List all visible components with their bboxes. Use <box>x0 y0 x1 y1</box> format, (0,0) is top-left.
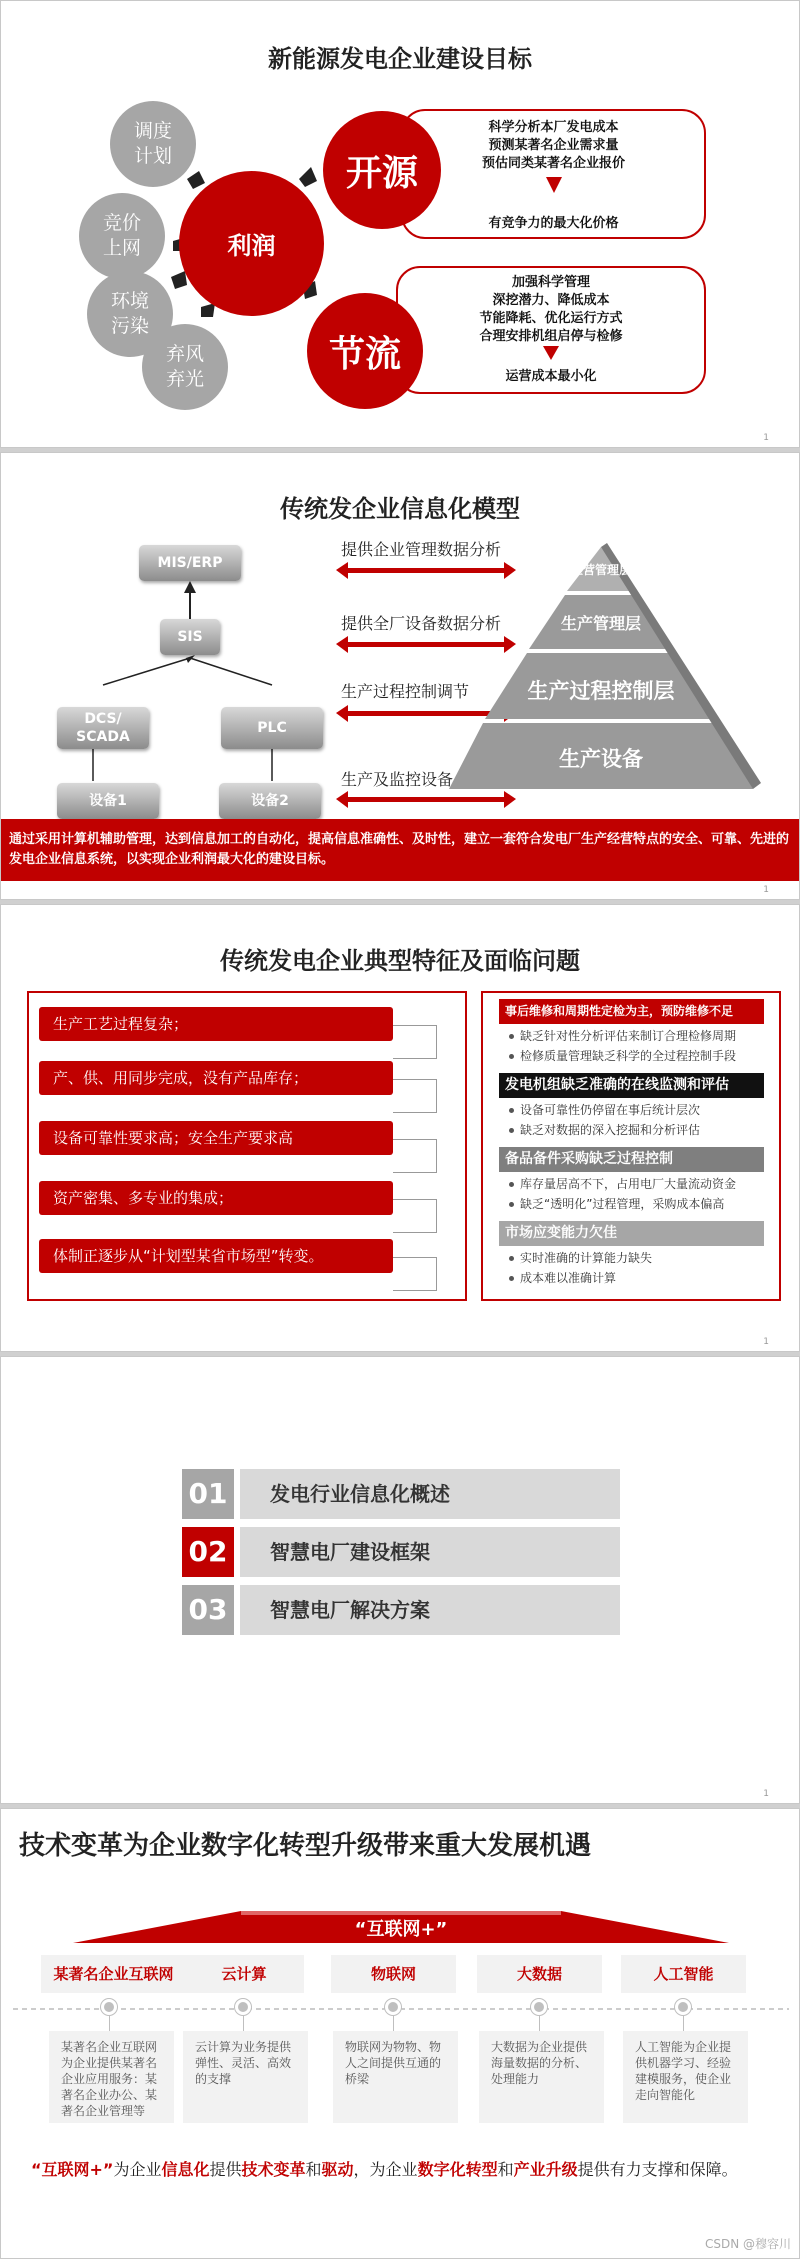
timeline-dot <box>101 1999 117 2015</box>
slide-goals <box>0 0 800 448</box>
problems-frame <box>481 991 781 1301</box>
feature-item: 资产密集、多专业的集成； <box>39 1181 393 1215</box>
timeline-dot <box>385 1999 401 2015</box>
node-dcs-scada: DCS/ SCADA <box>57 707 149 749</box>
toc-item-02[interactable]: 智慧电厂建设框架 <box>240 1527 620 1577</box>
label-mgmt-data: 提供企业管理数据分析 <box>341 540 502 559</box>
timeline-dot <box>235 1999 251 2015</box>
watermark: CSDN @穆容川 <box>704 2237 791 2251</box>
conclusion-text: “互联网+”为企业信息化提供技术变革和驱动，为企业数字化转型和产业升级提供有力支撑和保障。 <box>31 2160 738 2179</box>
problem-bullet: 设备可靠性仍停留在事后统计层次 <box>509 1101 771 1120</box>
tech-mobile-internet: 某著名企业互联网 <box>41 1955 186 1993</box>
arrow-down-icon <box>543 346 559 360</box>
feature-item: 产、供、用同步完成，没有产品库存； <box>39 1061 393 1095</box>
node-plc: PLC <box>221 707 323 749</box>
slide-title: 技术变革为企业数字化转型升级带来重大发展机遇 <box>19 1831 592 1861</box>
problem-bullet: 检修质量管理缺乏科学的全过程控制手段 <box>509 1047 771 1066</box>
tech-ai: 人工智能 <box>621 1955 746 1993</box>
problem-head: 市场应变能力欠佳 <box>499 1221 764 1246</box>
bracket <box>393 1079 437 1113</box>
tech-iot: 物联网 <box>331 1955 456 1993</box>
label-plant-data: 提供全厂设备数据分析 <box>341 614 502 633</box>
slide-title: 新能源发电企业建设目标 <box>268 45 532 73</box>
problem-head: 发电机组缺乏准确的在线监测和评估 <box>499 1073 764 1098</box>
connector <box>393 2015 394 2031</box>
bracket <box>393 1199 437 1233</box>
problem-bullet: 库存量居高不下，占用电厂大量流动资金 <box>509 1175 771 1194</box>
circle-pollution: 环境 污染 <box>87 271 173 357</box>
toc-num-01: 01 <box>182 1469 234 1519</box>
page-number: 1 <box>763 1337 769 1347</box>
banner-internet-plus: “互联网+” <box>354 1919 448 1940</box>
desc-cloud: 云计算为业务提供弹性、灵活、高效的支撑 <box>183 2031 308 2123</box>
feature-item: 体制正逐步从“计划型某省市场型”转变。 <box>39 1239 393 1273</box>
circle-kaiyuan: 开源 <box>323 111 441 229</box>
bracket <box>393 1257 437 1291</box>
slide-features-problems <box>0 904 800 1352</box>
arrow-down-icon <box>546 177 562 193</box>
problem-bullet: 缺乏对数据的深入挖掘和分析评估 <box>509 1121 771 1140</box>
timeline-dot <box>531 1999 547 2015</box>
tech-bigdata: 大数据 <box>477 1955 602 1993</box>
page-number: 1 <box>763 433 769 443</box>
chevron-5 <box>299 167 317 187</box>
pyramid-process-control: 生产过程控制层 <box>527 679 675 703</box>
box-jieliu: 加强科学管理 深挖潜力、降低成本 节能降耗、优化运行方式 合理安排机组启停与检修 运营成本最小化 <box>396 266 706 394</box>
circle-jieliu: 节流 <box>307 293 423 409</box>
pyramid-equipment: 生产设备 <box>559 747 643 771</box>
problem-bullet: 缺乏“透明化”过程管理，采购成本偏高 <box>509 1195 771 1214</box>
feature-item: 生产工艺过程复杂； <box>39 1007 393 1041</box>
problem-head: 事后维修和周期性定检为主，预防维修不足 <box>499 999 764 1024</box>
problem-bullet: 成本难以准确计算 <box>509 1269 771 1288</box>
problem-bullet: 实时准确的计算能力缺失 <box>509 1249 771 1268</box>
bracket <box>393 1025 437 1059</box>
toc-num-03: 03 <box>182 1585 234 1635</box>
bracket <box>393 1139 437 1173</box>
slide-title: 传统发企业信息化模型 <box>280 495 520 523</box>
summary-bar: 通过采用计算机辅助管理，达到信息加工的自动化，提高信息准确性、及时性，建立一套符合发电厂生产经营特点的安全、可靠、先进的发电企业信息系统，以实现企业利润最大化的建设目标。 <box>1 819 800 881</box>
desc-mobile-internet: 某著名企业互联网为企业提供某著名企业应用服务：某著名企业办公、某著名企业管理等 <box>49 2031 174 2123</box>
pyramid-production-mgmt: 生产管理层 <box>560 614 641 633</box>
label-process-control: 生产过程控制调节 <box>341 682 470 701</box>
node-device-2: 设备2 <box>219 783 321 819</box>
node-mis-erp: MIS/ERP <box>139 545 241 581</box>
connector <box>109 2015 110 2031</box>
circle-dispatch-plan: 调度 计划 <box>110 101 196 187</box>
problem-bullet: 缺乏针对性分析评估来制订合理检修周期 <box>509 1027 771 1046</box>
toc-item-01[interactable]: 发电行业信息化概述 <box>240 1469 620 1519</box>
connector <box>683 2015 684 2031</box>
slide-info-model <box>0 452 800 900</box>
connector <box>539 2015 540 2031</box>
desc-ai: 人工智能为企业提供机器学习、经验建模服务，使企业走向智能化 <box>623 2031 748 2123</box>
slide-tech-change <box>0 1808 800 2259</box>
connector <box>243 2015 244 2031</box>
desc-iot: 物联网为物物、物人之间提供互通的桥梁 <box>333 2031 458 2123</box>
circle-bidding: 竞价 上网 <box>79 193 165 279</box>
circle-curtailment: 弃风 弃光 <box>142 324 228 410</box>
desc-bigdata: 大数据为企业提供海量数据的分析、处理能力 <box>479 2031 604 2123</box>
page-number: 1 <box>763 1789 769 1799</box>
page-number: 1 <box>763 885 769 895</box>
circle-profit: 利润 <box>179 171 324 316</box>
slide-toc <box>0 1356 800 1804</box>
slide-title: 传统发电企业典型特征及面临问题 <box>220 947 580 975</box>
box-kaiyuan: 科学分析本厂发电成本 预测某著名企业需求量 预估同类某著名企业报价 有竞争力的最大化价格 <box>401 109 706 239</box>
chevron-1 <box>187 171 205 189</box>
node-device-1: 设备1 <box>57 783 159 819</box>
toc-num-02: 02 <box>182 1527 234 1577</box>
toc-item-03[interactable]: 智慧电厂解决方案 <box>240 1585 620 1635</box>
label-monitor-devices: 生产及监控设备 <box>341 770 454 789</box>
node-sis: SIS <box>160 619 220 655</box>
timeline-dot <box>675 1999 691 2015</box>
problem-head: 备品备件采购缺乏过程控制 <box>499 1147 764 1172</box>
tech-cloud: 云计算 <box>184 1955 304 1993</box>
feature-item: 设备可靠性要求高；安全生产要求高 <box>39 1121 393 1155</box>
pyramid-business-layer: 经营管理层 <box>570 563 631 577</box>
